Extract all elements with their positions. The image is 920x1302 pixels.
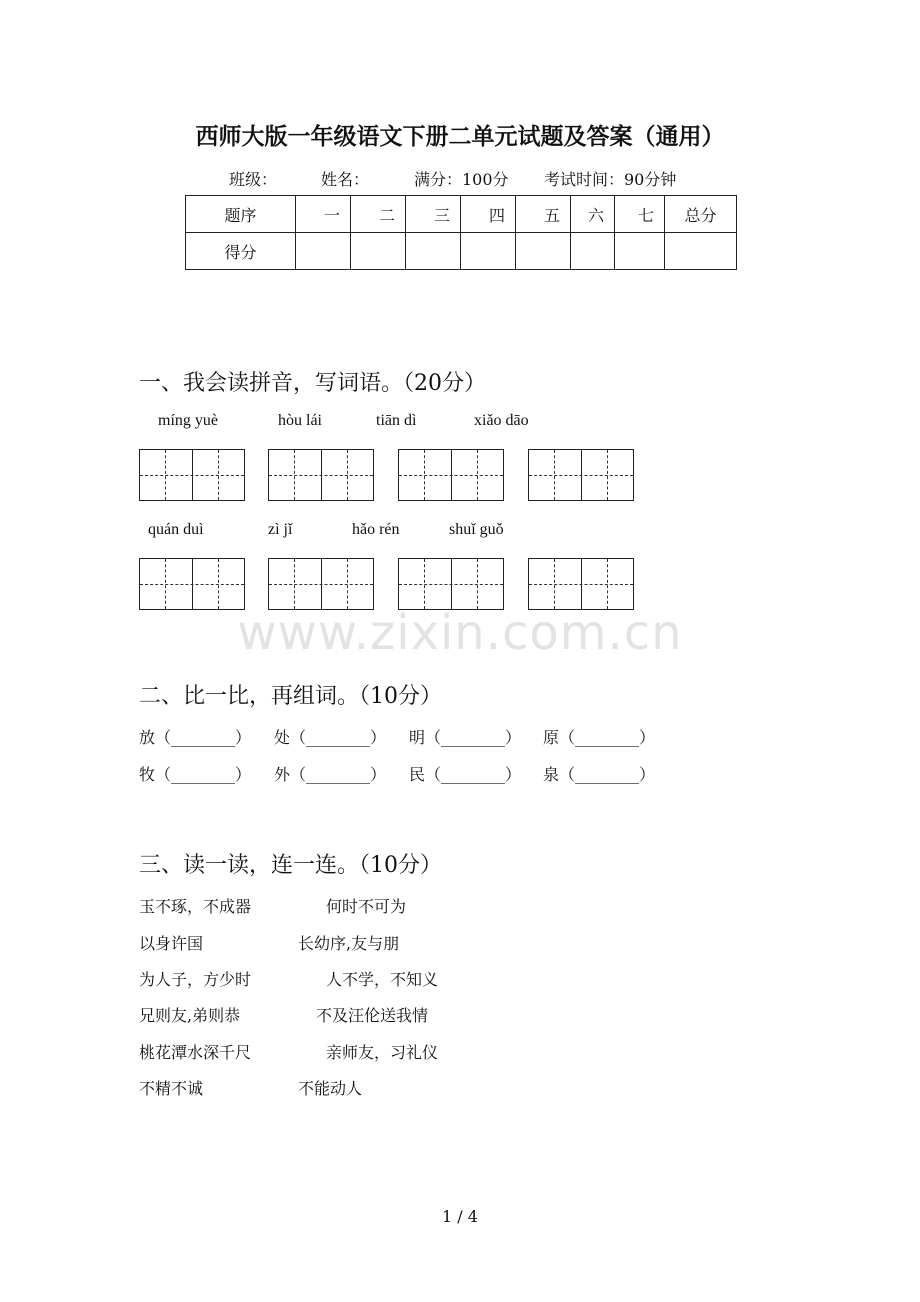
document-title: 西师大版一年级语文下册二单元试题及答案（通用） [195,123,725,150]
exam-time: 考试时间：90分钟 [544,170,677,189]
pinyin-label: shuǐ guǒ [449,521,504,538]
score-table-score-row [186,233,737,270]
header-cell-1: 一 [296,196,351,233]
writing-grid[interactable] [528,449,634,501]
score-table-header-row [186,196,737,233]
score-cell [615,233,665,270]
writing-grid[interactable] [528,558,634,610]
pinyin-label: zì jǐ [268,521,293,538]
word-blank[interactable]: 原（________） [543,728,656,747]
match-left-item[interactable]: 桃花潭水深千尺 [139,1043,252,1062]
header-cell-label: 题序 [186,196,296,233]
word-blank[interactable]: 民（________） [409,765,522,784]
match-left-item[interactable]: 不精不诚 [139,1079,204,1098]
word-blank[interactable]: 放（________） [139,728,252,747]
word-blank[interactable]: 明（________） [409,728,522,747]
header-cell-3: 三 [406,196,461,233]
pinyin-label: hǎo rén [352,521,400,538]
score-cell [571,233,615,270]
match-right-item[interactable]: 长幼序,友与朋 [298,934,400,953]
writing-grid[interactable] [398,558,504,610]
match-left-item[interactable]: 以身许国 [139,934,204,953]
section3-heading: 三、读一读，连一连。（10分） [139,853,442,878]
match-right-item[interactable]: 人不学，不知义 [326,970,439,989]
writing-grid[interactable] [139,449,245,501]
score-table [185,195,737,270]
pinyin-label: hòu lái [278,412,322,429]
score-cell [296,233,351,270]
header-cell-5: 五 [516,196,571,233]
full-score: 满分：100分 [414,170,509,189]
writing-grid[interactable] [398,449,504,501]
score-cell [461,233,516,270]
watermark: www.zixin.com.cn [237,605,683,661]
writing-grid[interactable] [268,449,374,501]
word-blank[interactable]: 牧（________） [139,765,252,784]
match-right-item[interactable]: 不能动人 [298,1079,363,1098]
writing-grid[interactable] [139,558,245,610]
word-blank[interactable]: 处（________） [274,728,387,747]
section2-heading: 二、比一比，再组词。（10分） [139,684,442,709]
pinyin-label: xiǎo dāo [474,412,529,429]
match-left-item[interactable]: 兄则友,弟则恭 [139,1006,241,1025]
page-number: 1 / 4 [442,1207,478,1226]
word-blank[interactable]: 外（________） [274,765,387,784]
section1-heading: 一、我会读拼音，写词语。（20分） [139,371,486,396]
name-label: 姓名： [321,170,370,189]
pinyin-label: quán duì [148,521,204,538]
score-cell [516,233,571,270]
header-cell-7: 七 [615,196,665,233]
match-left-item[interactable]: 玉不琢，不成器 [139,897,252,916]
match-right-item[interactable]: 不及汪伦送我情 [316,1006,429,1025]
header-cell-total: 总分 [665,196,737,233]
match-left-item[interactable]: 为人子，方少时 [139,970,252,989]
header-cell-2: 二 [351,196,406,233]
score-cell [351,233,406,270]
writing-grid[interactable] [268,558,374,610]
score-cell [406,233,461,270]
header-cell-6: 六 [571,196,615,233]
header-cell-4: 四 [461,196,516,233]
class-label: 班级： [229,170,278,189]
score-row-label: 得分 [186,233,296,270]
match-right-item[interactable]: 亲师友，习礼仪 [326,1043,439,1062]
match-right-item[interactable]: 何时不可为 [326,897,407,916]
pinyin-label: tiān dì [376,412,417,429]
score-cell [665,233,737,270]
pinyin-label: míng yuè [158,412,218,429]
word-blank[interactable]: 泉（________） [543,765,656,784]
